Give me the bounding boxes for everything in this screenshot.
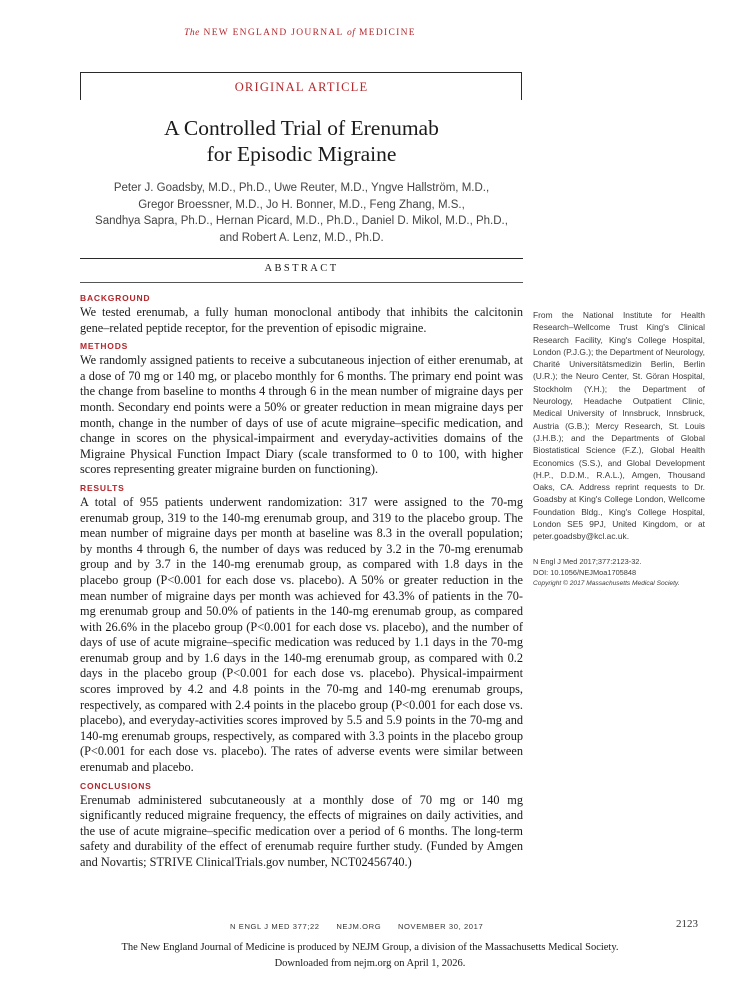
article-title <box>80 115 523 167</box>
footer-date: NOVEMBER 30, 2017 <box>397 922 484 931</box>
background-heading: BACKGROUND <box>80 293 151 303</box>
conclusions-text: Erenumab administered subcutaneously at a monthly dose of 70 mg or 140 mg significantly reduced migraine frequency, the effects of migraines on daily activities, and the use of acute migraine–specific medication over a period of 6 months. The long-term safety and durability of the effect of erenumab require further study. (Funded by Amgen and Novartis; STRIVE ClinicalTrials.gov number, NCT02456740.) <box>80 792 523 869</box>
download-note-line-1: The New England Journal of Medicine is produced by NEJM Group, a division of the Massachusetts Medical Society. <box>121 942 619 953</box>
author-list <box>80 180 523 246</box>
citation-text: N Engl J Med 2017;377:2123-32. <box>533 557 642 566</box>
footer-journal-ref: N ENGL J MED 377;22 <box>230 922 320 931</box>
page-footer <box>230 922 497 931</box>
abstract-body <box>80 292 523 875</box>
citation-block <box>533 556 705 589</box>
title-line-2: for Episodic Migraine <box>206 142 397 166</box>
footer-site: NEJM.ORG <box>336 922 382 931</box>
download-note-line-2: Downloaded from nejm.org on April 1, 2026. <box>274 957 466 969</box>
affiliations-sidebar <box>533 309 705 543</box>
journal-header-of: of <box>346 28 356 38</box>
journal-header-main: NEW ENGLAND JOURNAL <box>203 28 344 38</box>
methods-text: We randomly assigned patients to receive a subcutaneous injection of either erenumab, at a dose of 70 mg or 140 mg, or placebo monthly for 6 months. The primary end point was the change from baseline to months 4 through 6 in the mean number of migraine days per month. Secondary end points were a 50% or greater reduction in mean migraine days per month, change in the number of days of use of acute migraine–specific medication, and change in scores on the physical-impairment and everyday-activities domains of the Migraine Physical Function Impact Diary (scale transformed to 0 to 100, with higher scores representing greater migraine burden on functioning). <box>80 353 523 477</box>
author-line: and Robert A. Lenz, M.D., Ph.D. <box>219 231 384 244</box>
journal-running-header <box>0 28 600 38</box>
download-note <box>0 940 740 971</box>
journal-header-end: MEDICINE <box>359 28 416 38</box>
conclusions-heading: CONCLUSIONS <box>80 780 152 791</box>
abstract-bottom-rule <box>80 282 523 283</box>
page-number: 2123 <box>676 918 698 930</box>
results-heading: RESULTS <box>80 482 125 493</box>
background-text: We tested erenumab, a fully human monoclonal antibody that inhibits the calcitonin gene–related peptide receptor, for the prevention of episodic migraine. <box>80 305 523 335</box>
abstract-top-rule <box>80 258 523 259</box>
doi-link[interactable]: DOI: 10.1056/NEJMoa1705848 <box>533 568 637 577</box>
affiliations-text: From the National Institute for Health Research–Wellcome Trust King's Clinical Research Facility, King's College Hospital, London (P.J.G.); the Department of Neurology, Charité Universitätsmedizin Berlin, Berlin (U.R.); the Neuro Center, St. Göran Hospital, Stockholm (Y.H.); the Department of Neurology, Headache Outpatient Clinic, Medical University of Innsbruck, Innsbruck, Austria (G.B.); Mercy Research, St. Louis (J.H.B.); and the Departments of Global Biostatistical Science (F.Z.), Global Health Economics (S.S.), and Global Development (H.P., D.D.M., R.A.L.), Amgen, Thousand Oaks, CA. Address reprint requests to Dr. Goadsby at King's College London, Wellcome Foundation Bldg., King's College Hospital, London SE5 9PJ, United Kingdom, or at peter.goadsby@kcl.ac.uk. <box>533 310 705 542</box>
abstract-heading: ABSTRACT <box>264 263 339 274</box>
title-line-1: A Controlled Trial of Erenumab <box>164 116 439 140</box>
author-line: Sandhya Sapra, Ph.D., Hernan Picard, M.D., Ph.D., Daniel D. Mikol, M.D., Ph.D., <box>95 215 508 227</box>
article-type: ORIGINAL ARTICLE <box>234 80 369 94</box>
author-line: Gregor Broessner, M.D., Jo H. Bonner, M.D., Feng Zhang, M.S., <box>138 198 465 211</box>
methods-heading: METHODS <box>80 341 129 352</box>
copyright-text: Copyright © 2017 Massachusetts Medical Society. <box>533 580 680 587</box>
results-text: A total of 955 patients underwent randomization: 317 were assigned to the 70-mg erenumab group, 319 to the 140-mg erenumab group, and 319 to the placebo group. The mean number of migraine days per month at baseline was 8.3 in the overall population; by months 4 through 6, the number of days was reduced by 3.2 in the 70-mg erenumab group and by 3.7 in the 140-mg erenumab group, as compared with 1.8 days in the placebo group (P<0.001 for each dose vs. placebo). A 50% or greater reduction in the mean number of migraine days per month was achieved for 43.3% of patients in the 70-mg erenumab group and 50.0% of patients in the 140-mg erenumab group, as compared with 26.6% in the placebo group (P<0.001 for each dose vs. placebo), and the number of days of use of acute migraine–specific medication was reduced by 1.1 days in the 70-mg erenumab group and by 1.6 days in the 140-mg erenumab group, as compared with 0.2 days in the placebo group (P<0.001 for each dose vs. placebo). Physical-impairment scores improved by 4.2 and 4.8 points in the 70-mg and 140-mg erenumab groups, respectively, as compared with 2.4 points in the placebo group (P<0.001 for each dose vs. placebo), and everyday-activities scores improved by 5.5 and 5.9 points in the 70-mg and 140-mg erenumab groups, respectively, as compared with 3.3 points in the placebo group (P<0.001 for each dose vs. placebo). The rates of adverse events were similar between erenumab and placebo. <box>80 494 523 775</box>
journal-header-prefix: The <box>184 28 200 38</box>
author-line: Peter J. Goadsby, M.D., Ph.D., Uwe Reuter, M.D., Yngve Hallström, M.D., <box>113 182 490 194</box>
